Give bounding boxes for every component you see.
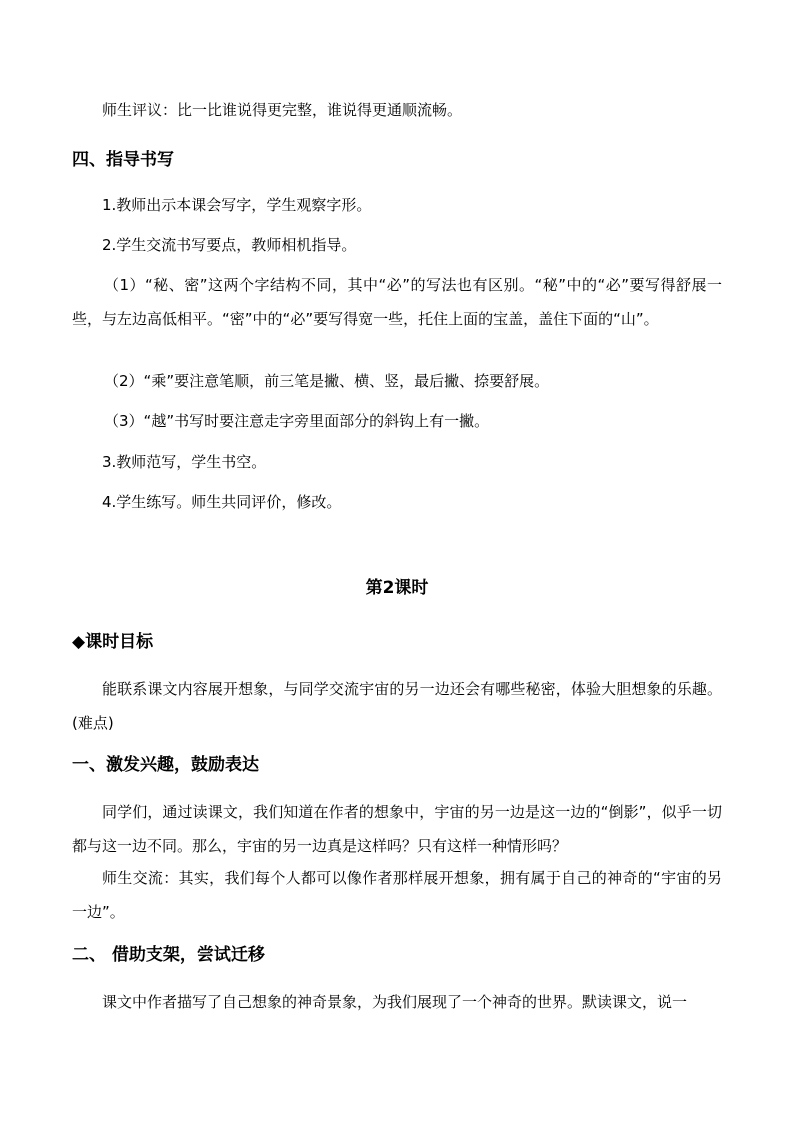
step-4: 4.学生练写。师生共同评价，修改。: [102, 493, 342, 511]
part-1-paragraph-2: 师生交流：其实，我们每个人都可以像作者那样展开想象，拥有属于自己的神奇的“宇宙的另一边”。: [72, 869, 722, 921]
step-2: 2.学生交流书写要点，教师相机指导。: [102, 236, 357, 254]
step-3: 3.教师范写，学生书空。: [102, 453, 267, 471]
step-2-note-3: （3）“越”书写时要注意走字旁里面部分的斜钩上有一撇。: [104, 412, 490, 430]
part-1-heading: 一、激发兴趣，鼓励表达: [72, 755, 259, 775]
part-1-paragraph-1: 同学们，通过读课文，我们知道在作者的想象中，宇宙的另一边是这一边的“倒影”，似乎一切都与这一边不同。那么，宇宙的另一边真是这样吗？只有这样一种情形吗？: [72, 803, 722, 855]
goal-heading: ◆课时目标: [72, 632, 154, 652]
part-2-paragraph-1: 课文中作者描写了自己想象的神奇景象，为我们展现了一个神奇的世界。默读课文，说一: [102, 993, 688, 1011]
step-2-note-2: （2）“乘”要注意笔顺，前三笔是撇、横、竖，最后撇、捺要舒展。: [104, 372, 550, 390]
step-1: 1.教师出示本课会写字，学生观察字形。: [102, 196, 372, 214]
part-2-heading: 二、 借助支架，尝试迁移: [72, 945, 265, 965]
goal-paragraph: 能联系课文内容展开想象，与同学交流宇宙的另一边还会有哪些秘密，体验大胆想象的乐趣。(难点): [72, 680, 722, 732]
lesson-2-title: 第2课时: [365, 578, 429, 598]
step-2-note-1: （1）“秘、密”这两个字结构不同，其中“必”的写法也有区别。“秘”中的“必”要写得舒展一些，与左边高低相平。“密”中的“必”要写得宽一些，托住上面的宝盖，盖住下面的“山”。: [72, 276, 722, 328]
section-4-heading: 四、指导书写: [72, 150, 174, 170]
evaluation-paragraph: 师生评议：比一比谁说得更完整，谁说得更通顺流畅。: [102, 101, 463, 119]
